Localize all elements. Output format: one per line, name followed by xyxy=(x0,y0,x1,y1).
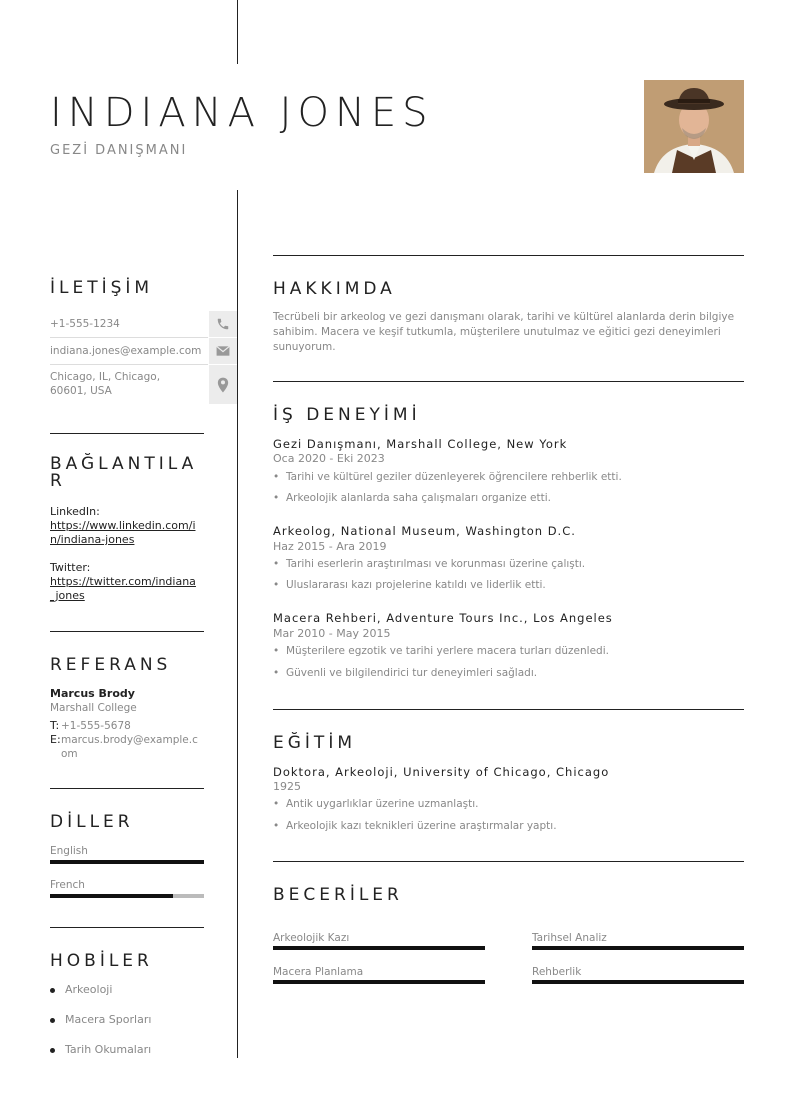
job-bullet: • Arkeolojik alanlarda saha çalışmaları organize etti. xyxy=(273,492,551,504)
education-bullet: • Arkeolojik kazı teknikleri üzerine araştırmalar yaptı. xyxy=(273,820,557,832)
bullet-dot xyxy=(50,1048,55,1053)
mail-icon xyxy=(209,338,237,364)
education-degree: Doktora, Arkeoloji, University of Chicago, Chicago xyxy=(273,765,610,779)
candidate-role: GEZİ DANIŞMANI xyxy=(50,143,188,158)
education-bullet: • Antik uygarlıklar üzerine uzmanlaştı. xyxy=(273,798,479,810)
column-divider-line xyxy=(237,190,238,1058)
reference-name: Marcus Brody xyxy=(50,687,135,700)
contact-email[interactable]: indiana.jones@example.com xyxy=(50,345,202,357)
language-label: English xyxy=(50,845,88,857)
skills-heading: BECERİLER xyxy=(273,885,403,905)
job-date: Mar 2010 - May 2015 xyxy=(273,627,391,640)
job-title: Arkeolog, National Museum, Washington D.C. xyxy=(273,524,576,538)
languages-heading: DİLLER xyxy=(50,812,134,832)
education-bullet-text: Antik uygarlıklar üzerine uzmanlaştı. xyxy=(286,798,479,810)
job-bullet-text: Tarihi ve kültürel geziler düzenleyerek öğrencilere rehberlik etti. xyxy=(286,471,622,483)
linkedin-link[interactable]: https://www.linkedin.com/in/indiana-jones xyxy=(50,519,196,546)
divider-links xyxy=(50,433,204,434)
contact-address: Chicago, IL, Chicago, 60601, USA xyxy=(50,371,161,397)
language-label: French xyxy=(50,879,85,891)
education-year: 1925 xyxy=(273,780,301,793)
links-heading: BAĞLANTILA R xyxy=(50,454,198,491)
job-bullet-text: Uluslararası kazı projelerine katıldı ve liderlik etti. xyxy=(286,579,546,591)
references-heading: REFERANS xyxy=(50,655,172,675)
skill-label: Macera Planlama xyxy=(273,966,364,978)
reference-phone-label: T: xyxy=(50,719,60,732)
divider-about xyxy=(273,255,744,256)
language-level-fill xyxy=(50,860,204,864)
skill-item xyxy=(532,932,744,950)
experience-heading: İŞ DENEYİMİ xyxy=(273,405,421,425)
contact-phone[interactable]: +1-555-1234 xyxy=(50,318,120,330)
skill-bar xyxy=(532,946,744,950)
about-heading: HAKKIMDA xyxy=(273,279,396,299)
reference-phone[interactable]: +1-555-5678 xyxy=(61,720,131,732)
job-bullet: • Tarihi eserlerin araştırılması ve korunması üzerine çalıştı. xyxy=(273,558,586,570)
hobby-label: Tarih Okumaları xyxy=(65,1043,152,1056)
job-bullet-text: Arkeolojik alanlarda saha çalışmaları organize etti. xyxy=(286,492,551,504)
language-level-fill xyxy=(50,894,173,898)
twitter-label: Twitter: xyxy=(50,561,91,574)
language-level-bar xyxy=(50,894,204,898)
reference-org: Marshall College xyxy=(50,702,137,714)
profile-photo xyxy=(644,80,744,173)
divider-hobbies xyxy=(50,927,204,928)
job-bullet-text: Tarihi eserlerin araştırılması ve korunması üzerine çalıştı. xyxy=(286,558,586,570)
contact-heading: İLETİŞİM xyxy=(50,278,154,298)
job-bullet: • Tarihi ve kültürel geziler düzenleyerek öğrencilere rehberlik etti. xyxy=(273,471,622,483)
skill-item xyxy=(532,966,744,984)
candidate-name: INDIANA JONES xyxy=(50,90,434,136)
bullet-dot xyxy=(50,1018,55,1023)
skill-label: Rehberlik xyxy=(532,966,582,978)
top-divider-line xyxy=(237,0,238,64)
about-text: Tecrübeli bir arkeolog ve gezi danışmanı olarak, tarihi ve kültürel alanlarda derin bilgiye sahibim. Macera ve keşif tutkumla, müşterilere unutulmaz ve eğitici gezi deneyimleri sunuyorum. xyxy=(273,311,735,353)
bullet-dot xyxy=(50,988,55,993)
skill-label: Arkeolojik Kazı xyxy=(273,932,350,944)
job-bullet: • Güvenli ve bilgilendirici tur deneyimleri sağladı. xyxy=(273,667,538,679)
job-title: Gezi Danışmanı, Marshall College, New York xyxy=(273,437,568,451)
skill-bar xyxy=(273,980,485,984)
contact-address-row xyxy=(50,365,236,404)
hobby-label: Arkeoloji xyxy=(65,983,113,996)
contact-phone-row xyxy=(50,311,236,337)
language-level-bar xyxy=(50,860,204,864)
job-date: Haz 2015 - Ara 2019 xyxy=(273,540,387,553)
divider-languages xyxy=(50,788,204,789)
skill-item xyxy=(273,966,485,984)
contact-email-row xyxy=(50,338,236,364)
job-date: Oca 2020 - Eki 2023 xyxy=(273,452,385,465)
education-bullet-text: Arkeolojik kazı teknikleri üzerine araştırmalar yaptı. xyxy=(286,820,557,832)
job-bullet: • Uluslararası kazı projelerine katıldı ve liderlik etti. xyxy=(273,579,546,591)
linkedin-label: LinkedIn: xyxy=(50,505,100,518)
job-bullet-text: Müşterilere egzotik ve tarihi yerlere macera turları düzenledi. xyxy=(286,645,609,657)
language-item xyxy=(50,878,204,902)
job-title: Macera Rehberi, Adventure Tours Inc., Los Angeles xyxy=(273,611,613,625)
hobby-label: Macera Sporları xyxy=(65,1013,152,1026)
skill-label: Tarihsel Analiz xyxy=(532,932,607,944)
divider-skills xyxy=(273,861,744,862)
divider-education xyxy=(273,709,744,710)
divider-references xyxy=(50,631,204,632)
skill-bar xyxy=(532,980,744,984)
location-icon xyxy=(209,365,237,404)
education-heading: EĞİTİM xyxy=(273,733,356,753)
skill-item xyxy=(273,932,485,950)
skill-bar xyxy=(273,946,485,950)
divider-experience xyxy=(273,381,744,382)
twitter-link[interactable]: https://twitter.com/indiana_jones xyxy=(50,575,196,602)
job-bullet-text: Güvenli ve bilgilendirici tur deneyimleri sağladı. xyxy=(286,667,538,679)
language-item xyxy=(50,844,204,868)
job-bullet: • Müşterilere egzotik ve tarihi yerlere macera turları düzenledi. xyxy=(273,645,609,657)
reference-email-label: E: xyxy=(50,733,61,746)
hobbies-heading: HOBİLER xyxy=(50,951,153,971)
phone-icon xyxy=(209,311,237,337)
reference-email[interactable]: marcus.brody@example.com xyxy=(61,734,198,760)
